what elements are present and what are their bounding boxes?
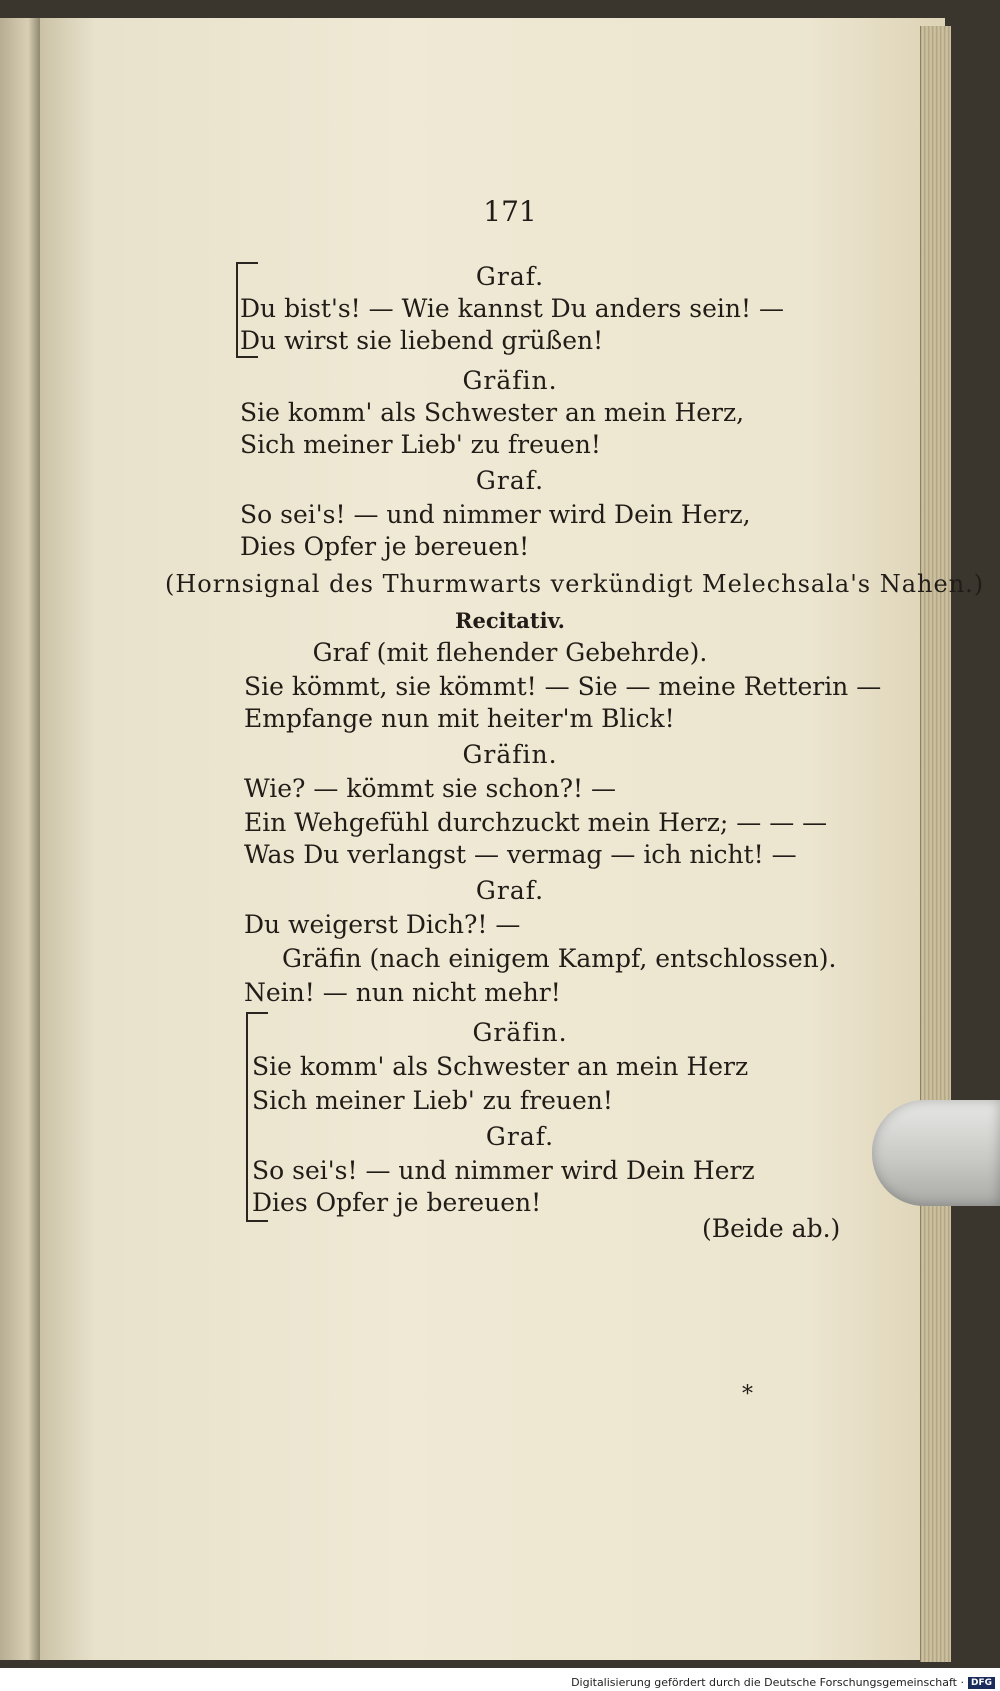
verse-line: So sei's! — und nimmer wird Dein Herz [252,1156,755,1185]
verse-line: Was Du verlangst — vermag — ich nicht! — [244,840,797,869]
speaker-label: Graf (mit flehender Gebehrde). [312,638,708,667]
verse-line: Empfange nun mit heiter'm Blick! [244,704,675,733]
speaker-label: Graf. [485,1122,555,1151]
verse-line: So sei's! — und nimmer wird Dein Herz, [240,500,751,529]
verse-line: Wie? — kömmt sie schon?! — [244,774,616,803]
verse-line: Du wirst sie liebend grüßen! [240,326,604,355]
book-clip [872,1100,1000,1206]
stage-direction: (Hornsignal des Thurmwarts verkündigt Melechsala's Nahen.) [165,570,985,598]
footer-credit [540,1676,995,1691]
speaker-label: Gräfin. [462,366,558,395]
speaker-label: Graf. [475,466,545,495]
asterisk-mark: * [742,1382,753,1407]
left-page-edge [0,18,40,1660]
verse-line: Nein! — nun nicht mehr! [244,978,561,1007]
speaker-label: Gräfin (nach einigem Kampf, entschlossen). [282,944,837,973]
verse-line: Du bist's! — Wie kannst Du anders sein! — [240,294,785,323]
verse-line: Sich meiner Lieb' zu freuen! [252,1086,613,1115]
verse-line: Sie kömmt, sie kömmt! — Sie — meine Retterin — [244,672,882,701]
dfg-logo: DFG [968,1677,995,1689]
speaker-label: Gräfin. [472,1018,568,1047]
page-number: 171 [483,195,537,228]
verse-line: Dies Opfer je bereuen! [240,532,530,561]
verse-line: Sie komm' als Schwester an mein Herz, [240,398,745,427]
footer-text: Digitalisierung gefördert durch die Deutsche Forschungsgemeinschaft · [571,1676,964,1689]
verse-line: Dies Opfer je bereuen! [252,1188,542,1217]
verse-line: Sich meiner Lieb' zu freuen! [240,430,601,459]
speaker-label: Gräfin. [462,740,558,769]
verse-line: Ein Wehgefühl durchzuckt mein Herz; — — — [244,808,828,837]
section-heading: Recitativ. [455,608,565,633]
stage-direction: (Beide ab.) [702,1214,841,1243]
speaker-label: Graf. [475,262,545,291]
speaker-label: Graf. [475,876,545,905]
page-stack-edge [920,26,951,1662]
verse-line: Sie komm' als Schwester an mein Herz [252,1052,749,1081]
verse-line: Du weigerst Dich?! — [244,910,521,939]
